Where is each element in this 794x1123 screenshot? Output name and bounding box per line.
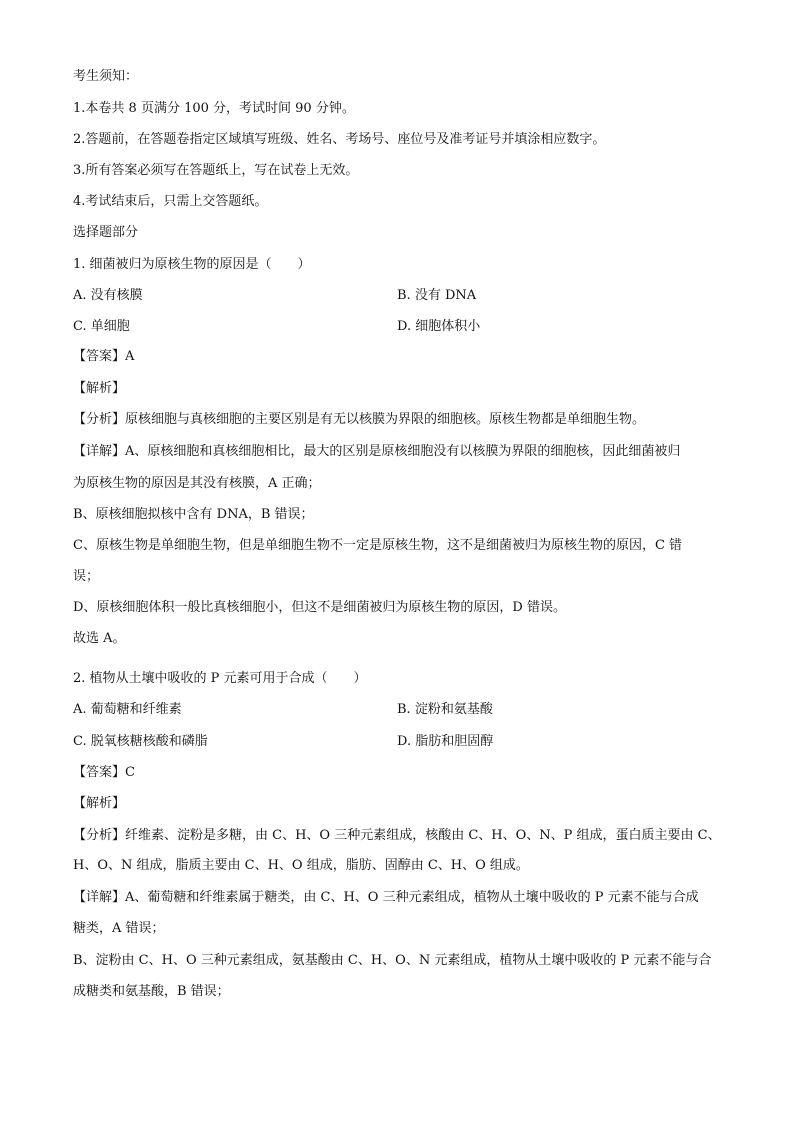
notice-title: 考生须知： — [73, 69, 139, 84]
question-1-analysis-label: 【解析】 — [73, 381, 126, 396]
section-title: 选择题部分 — [73, 225, 139, 240]
question-2-explain-line: 糖类，A 错误； — [73, 921, 165, 936]
question-1-explain-line: 【分析】原核细胞与真核细胞的主要区别是有无以核膜为界限的细胞核。原核生物都是单细胞生物。 — [73, 412, 646, 427]
question-2-explain-line: 成糖类和氨基酸，B 错误； — [73, 984, 230, 999]
question-1-stem: 1. 细菌被归为原核生物的原因是（ ） — [73, 257, 311, 272]
question-1-option-c: C. 单细胞 — [73, 319, 130, 334]
question-2-option-b: B. 淀粉和氨基酸 — [397, 702, 493, 717]
question-2-explain-line: H、O、N 组成，脂质主要由 C、H、O 组成，脂肪、固醇由 C、H、O 组成。 — [73, 858, 529, 873]
question-1-explain-line: 【详解】A、原核细胞和真核细胞相比，最大的区别是原核细胞没有以核膜为界限的细胞核，因此细菌被归 — [73, 444, 681, 459]
question-1-answer: 【答案】A — [73, 349, 135, 364]
question-2-explain-line: 【分析】纤维素、淀粉是多糖，由 C、H、O 三种元素组成，核酸由 C、H、O、N、P 组成，蛋白质主要由 C、 — [73, 828, 721, 843]
notice-item: 3.所有答案必须写在答题纸上，写在试卷上无效。 — [73, 163, 359, 178]
question-1-explain-line: D、原核细胞体积一般比真核细胞小，但这不是细菌被归为原核生物的原因，D 错误。 — [73, 600, 566, 615]
notice-item: 2.答题前，在答题卷指定区域填写班级、姓名、考场号、座位号及准考证号并填涂相应数字。 — [73, 132, 606, 147]
question-2-stem: 2. 植物从土壤中吸收的 P 元素可用于合成（ ） — [73, 671, 367, 686]
notice-item: 4.考试结束后，只需上交答题纸。 — [73, 194, 268, 209]
question-2-answer: 【答案】C — [73, 765, 135, 780]
question-1-option-b: B. 没有 DNA — [397, 288, 477, 303]
question-1-option-a: A. 没有核膜 — [73, 288, 143, 303]
question-2-explain-line: 【详解】A、葡萄糖和纤维素属于糖类，由 C、H、O 三种元素组成，植物从土壤中吸收的 P 元素不能与合成 — [73, 890, 699, 905]
question-2-option-a: A. 葡萄糖和纤维素 — [73, 702, 182, 717]
question-1-explain-line: 为原核生物的原因是其没有核膜，A 正确； — [73, 476, 321, 491]
question-1-explain-line: 误； — [73, 569, 100, 584]
question-1-option-d: D. 细胞体积小 — [397, 319, 481, 334]
question-1-explain-line: C、原核生物是单细胞生物，但是单细胞生物不一定是原核生物，这不是细菌被归为原核生物的原因，C 错 — [73, 538, 683, 553]
question-1-explain-line: B、原核细胞拟核中含有 DNA，B 错误； — [73, 507, 314, 522]
notice-item: 1.本卷共 8 页满分 100 分，考试时间 90 分钟。 — [73, 101, 355, 116]
question-2-explain-line: B、淀粉由 C、H、O 三种元素组成，氨基酸由 C、H、O、N 元素组成，植物从土壤中吸收的 P 元素不能与合 — [73, 953, 712, 968]
question-1-explain-line: 故选 A。 — [73, 631, 126, 646]
question-2-option-d: D. 脂肪和胆固醇 — [397, 734, 494, 749]
question-2-analysis-label: 【解析】 — [73, 796, 126, 811]
question-2-option-c: C. 脱氧核糖核酸和磷脂 — [73, 734, 208, 749]
